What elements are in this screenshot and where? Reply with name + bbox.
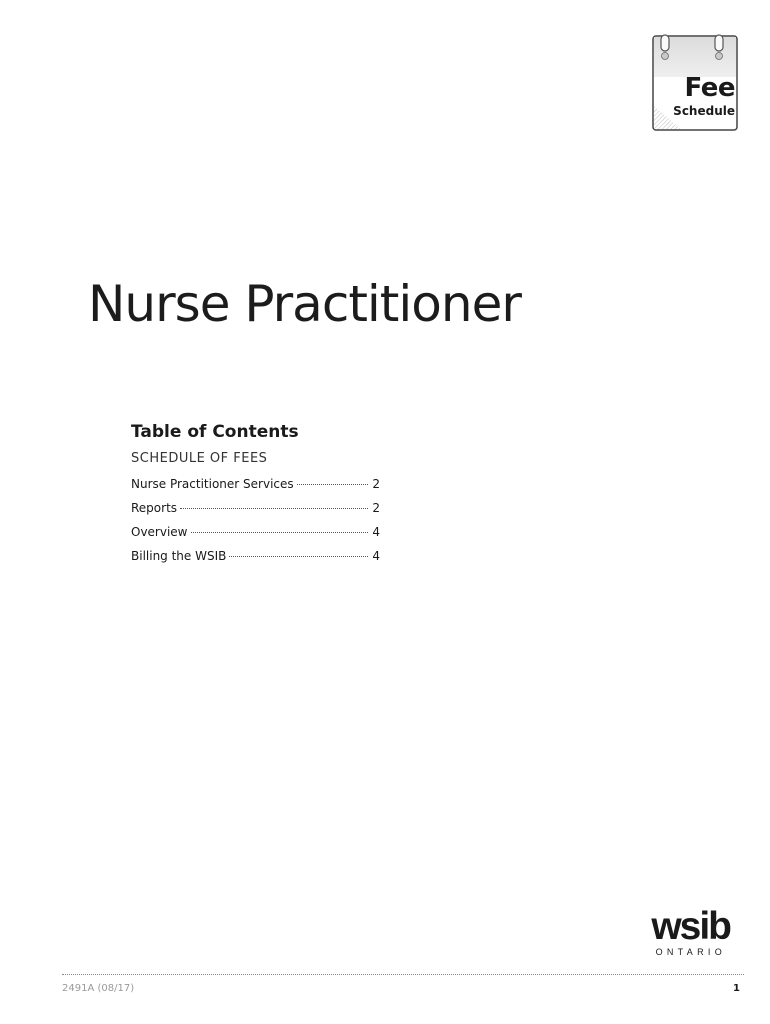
toc-entry-label: Nurse Practitioner Services: [131, 477, 294, 491]
logo-wordmark: wsib: [651, 905, 730, 948]
toc-entry-nurse-practitioner-services[interactable]: [131, 476, 380, 500]
toc-leader-dots: [297, 484, 368, 485]
form-code: 2491A (08/17): [62, 983, 135, 994]
fee-schedule-badge: [651, 34, 739, 132]
toc-leader-dots: [191, 532, 369, 533]
toc-list: [131, 476, 380, 572]
toc-entry-label: Billing the WSIB: [131, 549, 227, 563]
toc-entry-page: 2: [372, 477, 380, 491]
toc-leader-dots: [229, 556, 368, 557]
wsib-logo: [634, 906, 734, 960]
badge-fee-label: Fee: [684, 73, 735, 103]
page-title: Nurse Practitioner: [88, 275, 521, 333]
toc-heading: Table of Contents: [131, 422, 299, 442]
toc-entry-overview[interactable]: [131, 524, 380, 548]
footer-divider: [62, 974, 744, 975]
toc-entry-page: 4: [372, 525, 380, 539]
table-of-contents: [131, 420, 381, 572]
logo-subtitle: ONTARIO: [655, 947, 726, 957]
toc-section-title: SCHEDULE OF FEES: [131, 451, 268, 466]
toc-entry-label: Overview: [131, 525, 188, 539]
page-number: 1: [733, 983, 740, 994]
toc-entry-page: 2: [372, 501, 380, 515]
toc-entry-page: 4: [372, 549, 380, 563]
toc-entry-billing-the-wsib[interactable]: [131, 548, 380, 572]
toc-entry-label: Reports: [131, 501, 178, 515]
badge-schedule-label: Schedule: [673, 104, 735, 118]
toc-entry-reports[interactable]: [131, 500, 380, 524]
toc-leader-dots: [180, 508, 368, 509]
